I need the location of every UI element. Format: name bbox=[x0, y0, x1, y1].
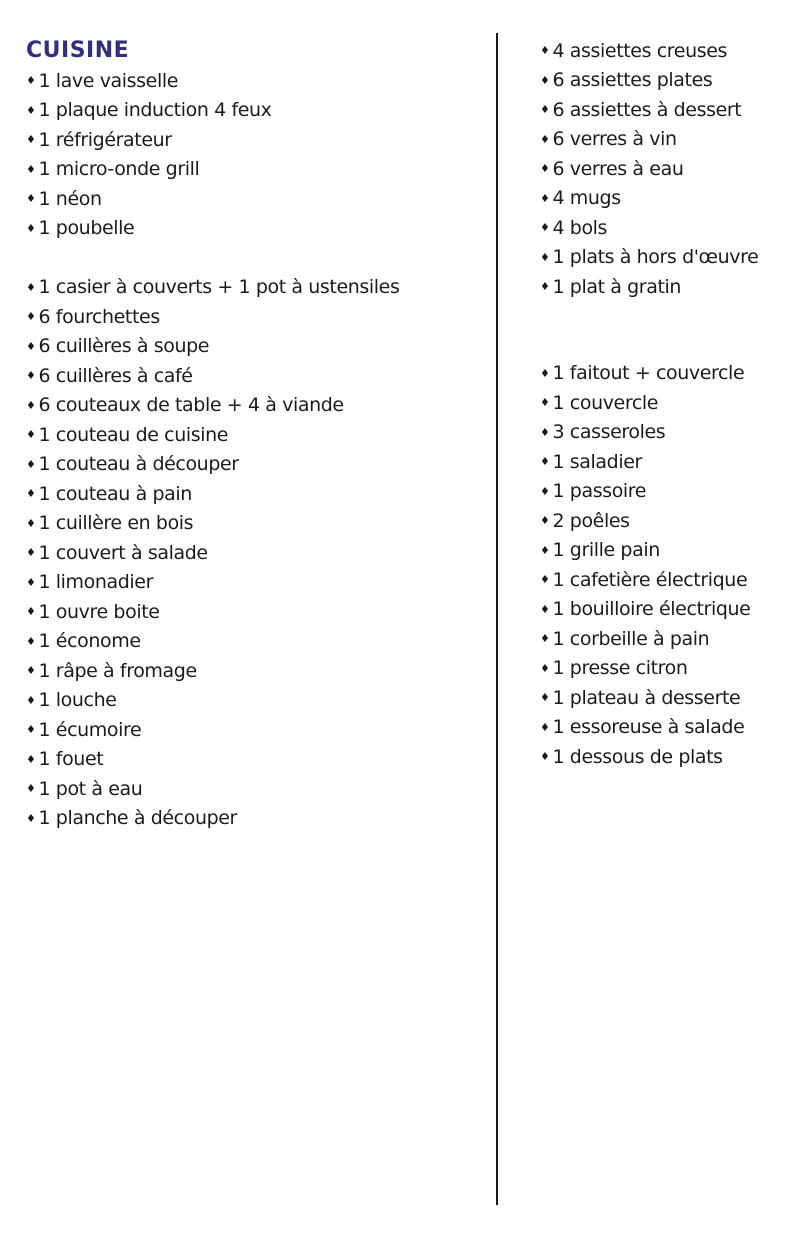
list-item bbox=[26, 66, 481, 96]
item-text: 3 casseroles bbox=[552, 421, 666, 444]
item-text: 1 casier à couverts + 1 pot à ustensiles bbox=[38, 276, 400, 299]
diamond-bullet-icon: ♦ bbox=[26, 221, 36, 235]
diamond-bullet-icon: ♦ bbox=[26, 192, 36, 206]
diamond-bullet-icon: ♦ bbox=[26, 339, 36, 353]
item-text: 1 couvert à salade bbox=[38, 541, 208, 564]
diamond-bullet-icon: ♦ bbox=[540, 484, 550, 498]
list-item bbox=[540, 66, 796, 96]
list-item bbox=[540, 359, 796, 389]
list-item bbox=[26, 273, 481, 303]
item-text: 1 saladier bbox=[552, 450, 642, 473]
diamond-bullet-icon: ♦ bbox=[26, 398, 36, 412]
list-item bbox=[26, 686, 481, 716]
group-spacer bbox=[540, 302, 796, 359]
item-text: 1 poubelle bbox=[38, 217, 135, 240]
diamond-bullet-icon: ♦ bbox=[540, 191, 550, 205]
list-item bbox=[540, 447, 796, 477]
diamond-bullet-icon: ♦ bbox=[26, 605, 36, 619]
diamond-bullet-icon: ♦ bbox=[540, 132, 550, 146]
list-item bbox=[26, 332, 481, 362]
item-text: 6 assiettes à dessert bbox=[552, 98, 742, 121]
list-item bbox=[540, 683, 796, 713]
item-text: 1 pot à eau bbox=[38, 777, 143, 800]
diamond-bullet-icon: ♦ bbox=[540, 425, 550, 439]
diamond-bullet-icon: ♦ bbox=[540, 661, 550, 675]
list-item bbox=[26, 804, 481, 834]
item-text: 1 ouvre boite bbox=[38, 600, 160, 623]
diamond-bullet-icon: ♦ bbox=[540, 720, 550, 734]
item-text: 1 micro-onde grill bbox=[38, 158, 200, 181]
list-item bbox=[540, 536, 796, 566]
item-text: 1 cafetière électrique bbox=[552, 568, 748, 591]
list-item bbox=[26, 627, 481, 657]
list-item bbox=[26, 656, 481, 686]
item-text: 1 bouilloire électrique bbox=[552, 598, 751, 621]
diamond-bullet-icon: ♦ bbox=[26, 811, 36, 825]
item-text: 2 poêles bbox=[552, 509, 630, 532]
item-text: 1 couvercle bbox=[552, 391, 659, 414]
list-item bbox=[26, 184, 481, 214]
list-item bbox=[26, 479, 481, 509]
item-text: 1 plat à gratin bbox=[552, 275, 682, 298]
item-text: 6 couteaux de table + 4 à viande bbox=[38, 394, 344, 417]
diamond-bullet-icon: ♦ bbox=[540, 455, 550, 469]
page-title: CUISINE bbox=[26, 37, 130, 63]
diamond-bullet-icon: ♦ bbox=[26, 162, 36, 176]
item-text: 1 écumoire bbox=[38, 718, 142, 741]
group-spacer bbox=[26, 243, 481, 273]
diamond-bullet-icon: ♦ bbox=[26, 133, 36, 147]
list-item bbox=[540, 595, 796, 625]
item-text: 1 économe bbox=[38, 630, 141, 653]
diamond-bullet-icon: ♦ bbox=[540, 602, 550, 616]
list-item bbox=[26, 538, 481, 568]
diamond-bullet-icon: ♦ bbox=[540, 514, 550, 528]
diamond-bullet-icon: ♦ bbox=[26, 575, 36, 589]
diamond-bullet-icon: ♦ bbox=[26, 634, 36, 648]
item-text: 1 couteau à pain bbox=[38, 482, 192, 505]
item-text: 1 dessous de plats bbox=[552, 745, 723, 768]
item-text: 1 grille pain bbox=[552, 539, 660, 562]
list-item bbox=[540, 654, 796, 684]
diamond-bullet-icon: ♦ bbox=[26, 280, 36, 294]
item-text: 1 passoire bbox=[552, 480, 647, 503]
diamond-bullet-icon: ♦ bbox=[26, 664, 36, 678]
diamond-bullet-icon: ♦ bbox=[26, 103, 36, 117]
item-text: 1 louche bbox=[38, 689, 117, 712]
item-text: 4 bols bbox=[552, 216, 608, 239]
list-item bbox=[26, 568, 481, 598]
item-text: 6 fourchettes bbox=[38, 305, 160, 328]
list-item bbox=[26, 597, 481, 627]
right-list-group-cookware bbox=[540, 359, 796, 772]
diamond-bullet-icon: ♦ bbox=[540, 691, 550, 705]
left-list-group-appliances bbox=[26, 66, 481, 243]
list-item bbox=[540, 272, 796, 302]
diamond-bullet-icon: ♦ bbox=[26, 428, 36, 442]
item-text: 6 verres à vin bbox=[552, 128, 677, 151]
list-item bbox=[540, 36, 796, 66]
list-item bbox=[540, 243, 796, 273]
list-item bbox=[540, 388, 796, 418]
diamond-bullet-icon: ♦ bbox=[26, 782, 36, 796]
item-text: 1 planche à découper bbox=[38, 807, 237, 830]
list-item bbox=[540, 125, 796, 155]
item-text: 1 essoreuse à salade bbox=[552, 716, 745, 739]
diamond-bullet-icon: ♦ bbox=[26, 693, 36, 707]
list-item bbox=[26, 302, 481, 332]
list-item bbox=[26, 361, 481, 391]
item-text: 1 lave vaisselle bbox=[38, 69, 178, 92]
list-item bbox=[540, 154, 796, 184]
diamond-bullet-icon: ♦ bbox=[540, 573, 550, 587]
diamond-bullet-icon: ♦ bbox=[540, 750, 550, 764]
item-text: 1 réfrigérateur bbox=[38, 128, 172, 151]
item-text: 4 assiettes creuses bbox=[552, 39, 727, 62]
diamond-bullet-icon: ♦ bbox=[26, 546, 36, 560]
list-item bbox=[26, 214, 481, 244]
diamond-bullet-icon: ♦ bbox=[540, 250, 550, 264]
item-text: 1 râpe à fromage bbox=[38, 659, 197, 682]
item-text: 1 plats à hors d'œuvre bbox=[552, 246, 759, 269]
diamond-bullet-icon: ♦ bbox=[26, 457, 36, 471]
item-text: 6 cuillères à café bbox=[38, 364, 193, 387]
diamond-bullet-icon: ♦ bbox=[540, 543, 550, 557]
list-item bbox=[26, 391, 481, 421]
list-item bbox=[540, 624, 796, 654]
list-item bbox=[26, 420, 481, 450]
item-text: 1 couteau de cuisine bbox=[38, 423, 229, 446]
column-divider-line bbox=[496, 33, 498, 1205]
list-item bbox=[540, 477, 796, 507]
diamond-bullet-icon: ♦ bbox=[540, 162, 550, 176]
list-item bbox=[540, 565, 796, 595]
diamond-bullet-icon: ♦ bbox=[540, 396, 550, 410]
list-item bbox=[540, 213, 796, 243]
item-text: 4 mugs bbox=[552, 187, 621, 210]
item-text: 1 plateau à desserte bbox=[552, 686, 741, 709]
list-item bbox=[540, 713, 796, 743]
diamond-bullet-icon: ♦ bbox=[540, 280, 550, 294]
diamond-bullet-icon: ♦ bbox=[540, 221, 550, 235]
diamond-bullet-icon: ♦ bbox=[26, 516, 36, 530]
item-text: 1 presse citron bbox=[552, 657, 688, 680]
list-item bbox=[26, 774, 481, 804]
diamond-bullet-icon: ♦ bbox=[540, 103, 550, 117]
list-item bbox=[540, 742, 796, 772]
diamond-bullet-icon: ♦ bbox=[540, 366, 550, 380]
item-text: 1 néon bbox=[38, 187, 102, 210]
diamond-bullet-icon: ♦ bbox=[540, 73, 550, 87]
item-text: 1 cuillère en bois bbox=[38, 512, 194, 535]
item-text: 1 limonadier bbox=[38, 571, 154, 594]
diamond-bullet-icon: ♦ bbox=[26, 369, 36, 383]
item-text: 1 fouet bbox=[38, 748, 104, 771]
diamond-bullet-icon: ♦ bbox=[26, 723, 36, 737]
list-item bbox=[540, 184, 796, 214]
item-text: 1 couteau à découper bbox=[38, 453, 239, 476]
list-item bbox=[26, 155, 481, 185]
item-text: 1 corbeille à pain bbox=[552, 627, 710, 650]
diamond-bullet-icon: ♦ bbox=[26, 487, 36, 501]
right-column bbox=[540, 36, 796, 772]
diamond-bullet-icon: ♦ bbox=[540, 44, 550, 58]
list-item bbox=[26, 96, 481, 126]
diamond-bullet-icon: ♦ bbox=[26, 752, 36, 766]
list-item bbox=[26, 125, 481, 155]
diamond-bullet-icon: ♦ bbox=[540, 632, 550, 646]
item-text: 1 plaque induction 4 feux bbox=[38, 99, 272, 122]
item-text: 1 faitout + couvercle bbox=[552, 362, 745, 385]
list-item bbox=[540, 418, 796, 448]
list-item bbox=[540, 506, 796, 536]
left-list-group-utensils bbox=[26, 273, 481, 834]
item-text: 6 cuillères à soupe bbox=[38, 335, 210, 358]
left-column bbox=[26, 34, 481, 833]
list-item bbox=[26, 715, 481, 745]
item-text: 6 verres à eau bbox=[552, 157, 684, 180]
diamond-bullet-icon: ♦ bbox=[26, 74, 36, 88]
right-list-group-tableware bbox=[540, 36, 796, 302]
item-text: 6 assiettes plates bbox=[552, 69, 713, 92]
list-item bbox=[540, 95, 796, 125]
list-item bbox=[26, 745, 481, 775]
list-item bbox=[26, 509, 481, 539]
diamond-bullet-icon: ♦ bbox=[26, 310, 36, 324]
list-item bbox=[26, 450, 481, 480]
